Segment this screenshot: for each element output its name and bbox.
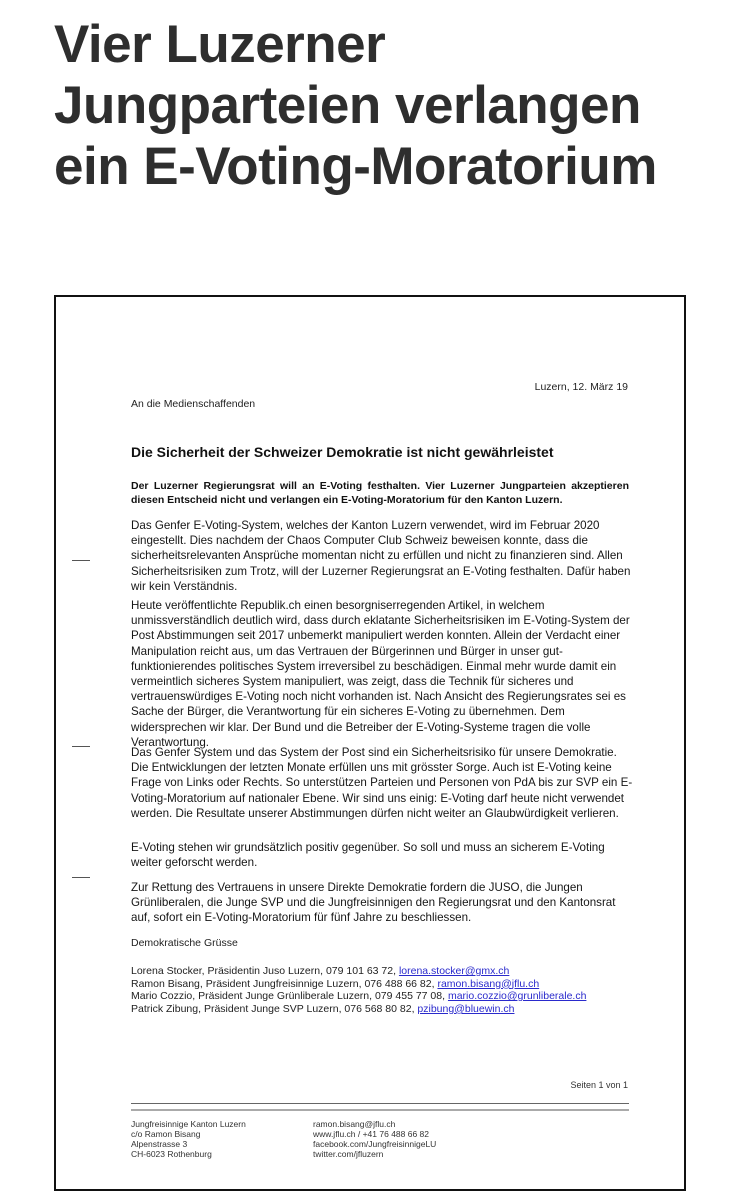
headline-line: Vier Luzerner (54, 15, 386, 74)
letter-page (54, 295, 686, 1191)
letter-recipient: An die Medienschaffenden (131, 398, 256, 410)
page-number: Seiten 1 von 1 (570, 1080, 628, 1090)
contact-text: Ramon Bisang, Präsident Jungfreisinnige Luzern, 076 488 66 82, (131, 977, 438, 990)
footer-line: facebook.com/JungfreisinnigeLU (313, 1139, 437, 1149)
paragraph: Das Genfer E-Voting-System, welches der Kanton Luzern verwendet, wird im Februar 2020 eingestellt. Dies nachdem der Chaos Computer Club Schweiz beweisen konnte, dass die sicherheitsrelevanten Ansprüche momentan nicht zu erfüllen und nicht zu finanzieren sind. Allen Sicherheitsrisiken zum Trotz, will der Luzerner Regierungsrat an E-Voting festhalten. Dafür haben wir kein Verständnis. (131, 519, 631, 593)
letter-title: Die Sicherheit der Schweizer Demokratie ist nicht gewährleistet (131, 444, 554, 460)
contact-text: Mario Cozzio, Präsident Junge Grünliberale Luzern, 079 455 77 08, (131, 990, 448, 1003)
letter-lead: Der Luzerner Regierungsrat will an E-Voting festhalten. Vier Luzerner Jungparteien akzeptieren diesen Entscheid nicht und verlangen ein E-Voting-Moratorium für den Kanton Luzern. (131, 480, 629, 506)
footer-line: twitter.com/jfluzern (313, 1149, 384, 1159)
contact-text: Patrick Zibung, Präsident Junge SVP Luzern, 076 568 80 82, (131, 1002, 418, 1015)
email-link[interactable]: lorena.stocker@gmx.ch (398, 965, 510, 977)
letter-date: Luzern, 12. März 19 (534, 381, 628, 393)
fold-mark (72, 877, 90, 878)
footer-line: Alpenstrasse 3 (131, 1139, 188, 1149)
paragraph: Zur Rettung des Vertrauens in unsere Direkte Demokratie fordern die JUSO, die Jungen Grünliberalen, die Junge SVP und die Jungfreisinnigen den Regierungsrat und den Kantonsrat auf, sofort ein E-Voting-Moratorium für fünf Jahre zu beschliessen. (131, 881, 616, 925)
contact-text: Lorena Stocker, Präsidentin Juso Luzern, 079 101 63 72, (131, 965, 399, 977)
footer-line: CH-6023 Rothenburg (131, 1149, 212, 1159)
headline (54, 14, 734, 197)
paragraph: Heute veröffentlichte Republik.ch einen besorgniserregenden Artikel, in welchem unmissverständlich deutlich wird, dass durch eklatante Sicherheitsrisiken im E-Voting-System der Post Abstimmungen seit 2017 unbemerkt manipuliert werden konnten. Allein der Verdacht einer Manipulation reicht aus, um das Vertrauen der Bürgerinnen und Bürger in unser gut-funktionierendes politisches System irreversibel zu beschädigen. Einmal mehr wurde damit ein vermeintlich sicheres System manipuliert, was zeigt, dass die Technik für sicheres und vertrauenswürdiges E-Voting noch nicht vorhanden ist. Nach Ansicht des Regierungsrates sei es Sache der Bürger, die Verantwortung für ein sicheres E-Voting zu übernehmen. Dem widersprechen wir klar. Der Bund und die Betreiber der E-Voting-Systeme tragen die volle Verantwortung. (131, 599, 630, 749)
footer-contact (313, 1119, 436, 1159)
contact-row (131, 1003, 586, 1016)
contact-row (131, 990, 586, 1003)
footer-divider (131, 1109, 629, 1111)
email-link[interactable]: pzibung@bluewin.ch (417, 1002, 515, 1015)
greeting: Demokratische Grüsse (131, 937, 238, 949)
contact-list (131, 965, 586, 1015)
footer-address (131, 1119, 246, 1159)
fold-mark (72, 560, 90, 561)
email-link[interactable]: ramon.bisang@jflu.ch (437, 977, 540, 990)
contact-row (131, 965, 586, 978)
footer-line: www.jflu.ch / +41 76 488 66 82 (313, 1129, 430, 1139)
headline-line: Jungparteien verlangen (54, 76, 641, 135)
footer-line: c/o Ramon Bisang (131, 1129, 201, 1139)
email-link[interactable]: mario.cozzio@grunliberale.ch (447, 990, 587, 1003)
fold-mark (72, 746, 90, 747)
footer-line: ramon.bisang@jflu.ch (313, 1119, 396, 1129)
paragraph: Das Genfer System und das System der Post sind ein Sicherheitsrisiko für unsere Demokratie. Die Entwicklungen der letzten Monate erfüllen uns mit grösster Sorge. Auch ist E-Voting keine Frage von Links oder Rechts. So unterstützen Parteien und Personen von PdA bis zur SVP ein E-Voting-Moratorium auf nationaler Ebene. Wir sind uns einig: E-Voting darf heute nicht verwendet werden. Die Resultate unserer Abstimmungen dürfen nicht weiter an Glaubwürdigkeit verlieren. (131, 746, 633, 820)
footer-divider (131, 1103, 629, 1104)
contact-row (131, 978, 586, 991)
paragraph: E-Voting stehen wir grundsätzlich positiv gegenüber. So soll und muss an sicherem E-Voting weiter geforscht werden. (131, 841, 605, 870)
footer-line: Jungfreisinnige Kanton Luzern (131, 1119, 246, 1129)
headline-line: ein E-Voting-Moratorium (54, 137, 657, 196)
